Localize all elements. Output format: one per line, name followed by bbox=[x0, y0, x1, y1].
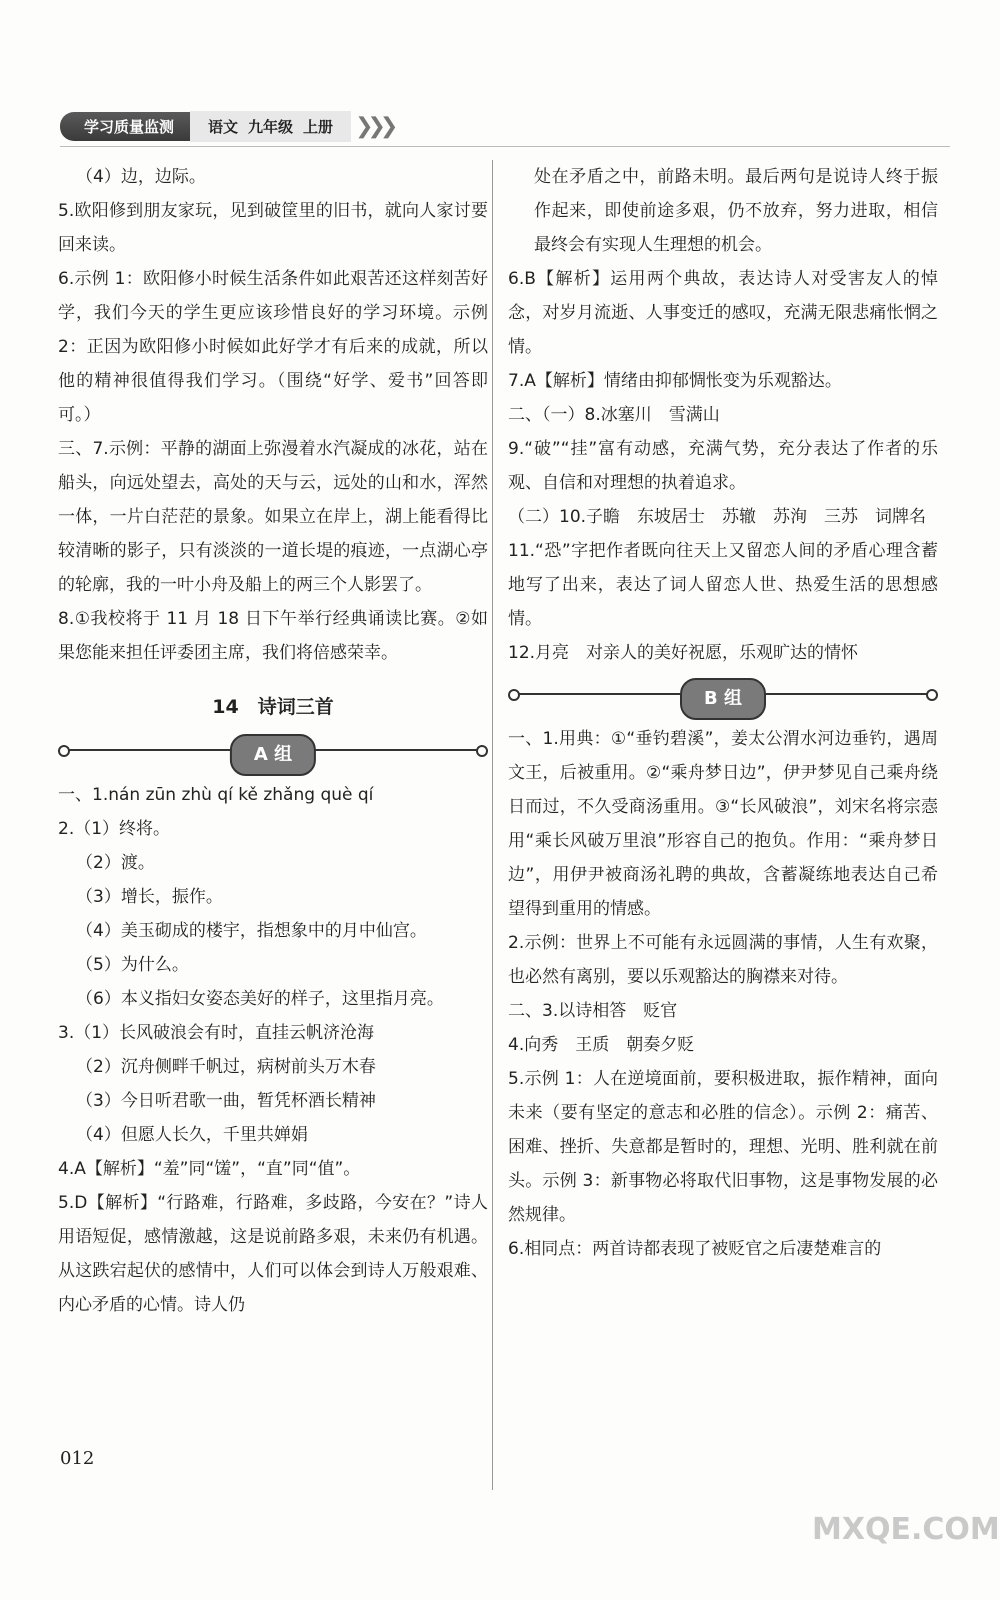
answer-line: 二、3.以诗相答 贬官 bbox=[508, 1001, 678, 1021]
header-rule bbox=[60, 146, 950, 147]
chevrons-icon: ❯❯❯ bbox=[355, 113, 393, 139]
header-banner bbox=[60, 110, 392, 142]
right-column bbox=[508, 160, 938, 1266]
left-column bbox=[58, 160, 488, 1322]
series-title: 学习质量监测 bbox=[60, 112, 190, 141]
answer-line: 5.欧阳修到朋友家玩，见到破筐里的旧书，就向人家讨要回来读。 bbox=[58, 201, 488, 255]
column-divider bbox=[492, 160, 493, 1490]
answer-line: 12.月亮 对亲人的美好祝愿，乐观旷达的情怀 bbox=[508, 643, 859, 663]
answer-line: （3）今日听君歌一曲，暂凭杯酒长精神 bbox=[76, 1091, 376, 1111]
answer-line: （5）为什么。 bbox=[76, 955, 189, 975]
answer-line: 3.（1）长风破浪会有时，直挂云帆济沧海 bbox=[58, 1023, 375, 1043]
answer-line: （4）美玉砌成的楼宇，指想象中的月中仙宫。 bbox=[76, 921, 427, 941]
answer-line: 6.B【解析】运用两个典故，表达诗人对受害友人的悼念，对岁月流逝、人事变迁的感叹，充满无限悲痛怅惘之情。 bbox=[508, 269, 938, 357]
dot-icon bbox=[508, 689, 520, 701]
answer-line: 三、7.示例：平静的湖面上弥漫着水汽凝成的冰花，站在船头，向远处望去，高处的天与云，远处的山和水，浑然一体，一片白茫茫的景象。如果立在岸上，湖上能看得比较清晰的影子，只有淡淡的一道长堤的痕迹，一点湖心亭的轮廓，我的一叶小舟及船上的两三个人影罢了。 bbox=[58, 439, 488, 595]
dot-icon bbox=[926, 689, 938, 701]
answer-line: 2.（1）终将。 bbox=[58, 819, 171, 839]
answer-line: 一、1.用典：①“垂钓碧溪”，姜太公渭水河边垂钓，遇周文王，后被重用。②“乘舟梦日边”，伊尹梦见自己乘舟绕日而过，不久受商汤重用。③“长风破浪”，刘宋名将宗悫用“乘长风破万里浪”形容自己的抱负。作用：“乘舟梦日边”，用伊尹被商汤礼聘的典故，含蓄凝练地表达自己希望得到重用的情感。 bbox=[508, 729, 938, 919]
answer-line: 9.“破”“挂”富有动感，充满气势，充分表达了作者的乐观、自信和对理想的执着追求。 bbox=[508, 439, 938, 493]
dot-icon bbox=[476, 745, 488, 757]
answer-line: 2.示例：世界上不可能有永远圆满的事情，人生有欢聚，也必然有离别，要以乐观豁达的胸襟来对待。 bbox=[508, 933, 938, 987]
dot-icon bbox=[58, 745, 70, 757]
answer-line: 处在矛盾之中，前路未明。最后两句是说诗人终于振作起来，即使前途多艰，仍不放弃，努力进取，相信最终会有实现人生理想的机会。 bbox=[534, 167, 938, 255]
volume: 上册 bbox=[303, 117, 334, 136]
subject: 语文 bbox=[208, 117, 239, 136]
answer-line: 6.示例 1：欧阳修小时候生活条件如此艰苦还这样刻苦好学，我们今天的学生更应该珍惜良好的学习环境。示例 2：正因为欧阳修小时候如此好学才有后来的成就，所以他的精神很值得我们学习。（围绕“好学、爱书”回答即可。） bbox=[58, 269, 488, 425]
answer-line: 4.向秀 王质 朝奏夕贬 bbox=[508, 1035, 695, 1055]
watermark-logo: MXQE.COM bbox=[812, 1512, 1000, 1547]
answer-line: 5.D【解析】“行路难，行路难，多歧路，今安在？”诗人用语短促，感情激越，这是说前路多艰，未来仍有机遇。从这跌宕起伏的感情中，人们可以体会到诗人万般艰难、内心矛盾的心情。诗人仍 bbox=[58, 1193, 488, 1315]
page-number: 012 bbox=[60, 1448, 95, 1469]
group-a-bar bbox=[58, 730, 488, 770]
answer-line: 二、（一）8.冰塞川 雪满山 bbox=[508, 405, 720, 425]
section-title: 14 诗词三首 bbox=[212, 696, 334, 718]
answer-line: （2）渡。 bbox=[76, 853, 155, 873]
group-label: A 组 bbox=[230, 734, 316, 776]
group-b-bar bbox=[508, 674, 938, 714]
answer-line: （2）沉舟侧畔千帆过，病树前头万木春 bbox=[76, 1057, 376, 1077]
answer-line: （二）10.子瞻 东坡居士 苏辙 苏洵 三苏 词牌名 bbox=[508, 507, 927, 527]
answer-line: （6）本义指妇女姿态美好的样子，这里指月亮。 bbox=[76, 989, 444, 1009]
answer-line: 5.示例 1：人在逆境面前，要积极进取，振作精神，面向未来（要有坚定的意志和必胜的信念）。示例 2：痛苦、困难、挫折、失意都是暂时的，理想、光明、胜利就在前头。示例 3：新事物必将取代旧事物，这是事物发展的必然规律。 bbox=[508, 1069, 938, 1225]
book-info bbox=[190, 111, 351, 142]
answer-line: 8.①我校将于 11 月 18 日下午举行经典诵读比赛。②如果您能来担任评委团主席，我们将倍感荣幸。 bbox=[58, 609, 488, 663]
answer-line: 一、1.nán zūn zhù qí kě zhǎng què qí bbox=[58, 785, 374, 805]
answer-line: 11.“恐”字把作者既向往天上又留恋人间的矛盾心理含蓄地写了出来，表达了词人留恋人世、热爱生活的思想感情。 bbox=[508, 541, 938, 629]
group-label: B 组 bbox=[680, 678, 766, 720]
answer-line: 6.相同点：两首诗都表现了被贬官之后凄楚难言的 bbox=[508, 1239, 882, 1259]
answer-line: （3）增长，振作。 bbox=[76, 887, 223, 907]
answer-line: （4）边，边际。 bbox=[76, 167, 206, 187]
grade: 九年级 bbox=[248, 117, 294, 136]
answer-line: （4）但愿人长久，千里共婵娟 bbox=[76, 1125, 308, 1145]
answer-line: 7.A【解析】情绪由抑郁惆怅变为乐观豁达。 bbox=[508, 371, 842, 391]
answer-line: 4.A【解析】“羞”同“馐”，“直”同“值”。 bbox=[58, 1159, 361, 1179]
